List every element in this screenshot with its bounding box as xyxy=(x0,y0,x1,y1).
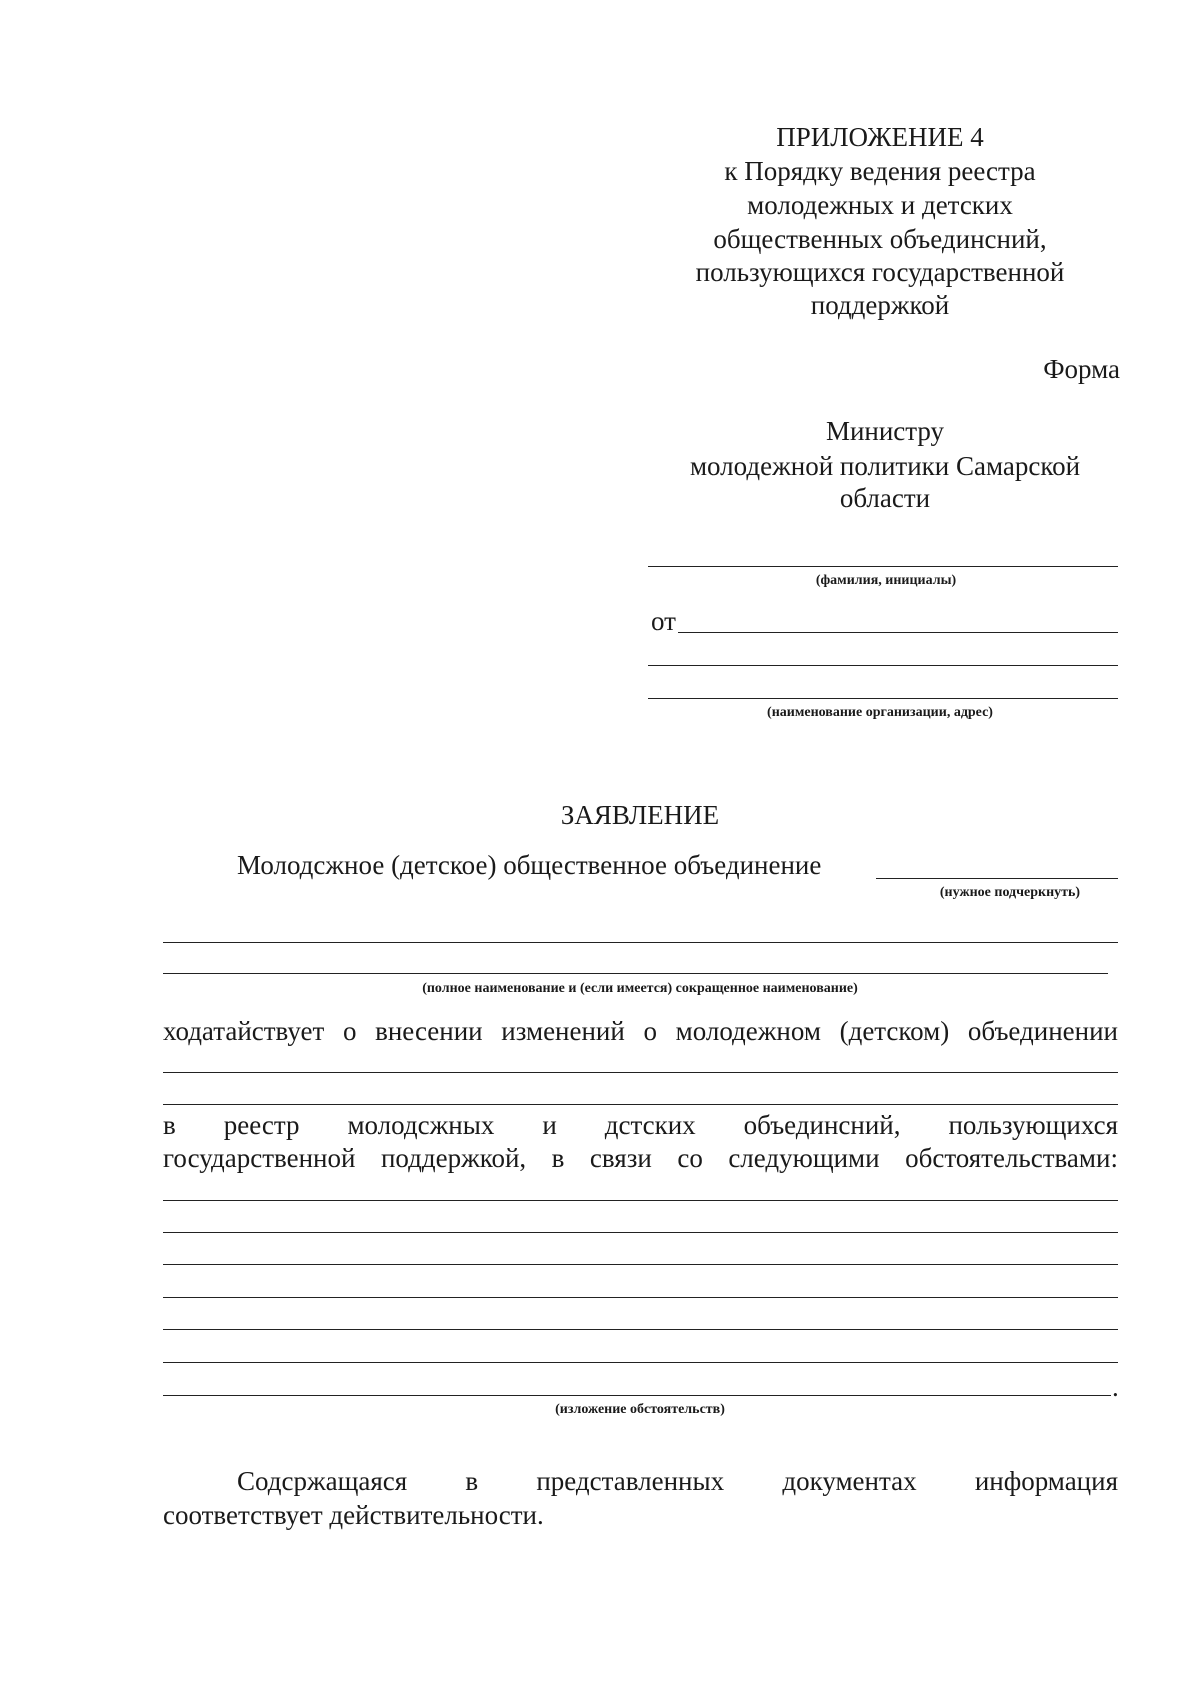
name-caption: (фамилия, инициалы) xyxy=(815,573,957,588)
association-fill-line[interactable] xyxy=(163,1072,1118,1073)
word: молодсжных xyxy=(347,1110,495,1140)
word: государственной xyxy=(163,1143,356,1173)
org-caption: (наименование организации, адрес) xyxy=(767,705,993,720)
word: изменений xyxy=(501,1016,625,1046)
appendix-subtitle-line: поддержкой xyxy=(810,290,950,320)
appendix-subtitle-line: к Порядку ведения реестра xyxy=(724,156,1036,186)
circumstances-fill-line[interactable] xyxy=(163,1362,1118,1363)
word: внесении xyxy=(375,1016,483,1046)
word: поддержкой, xyxy=(380,1143,527,1173)
word: молодежном xyxy=(675,1016,821,1046)
form-label: Форма xyxy=(1043,354,1120,384)
word: документах xyxy=(782,1466,917,1496)
org-name-caption: (полное наименование и (если имеется) сокращенное наименование) xyxy=(422,981,858,996)
word: обстоятельствами: xyxy=(905,1143,1118,1173)
appendix-subtitle-line: молодежных и детских xyxy=(747,190,1013,220)
association-fill-line[interactable] xyxy=(163,1104,1118,1105)
appendix-subtitle-line: пользующихся государственной xyxy=(695,257,1065,287)
addressee-line: молодежной политики Самарской xyxy=(689,451,1081,481)
word: следующими xyxy=(728,1143,880,1173)
org-fill-line[interactable] xyxy=(648,665,1118,666)
circumstances-fill-line[interactable] xyxy=(163,1232,1118,1233)
circumstances-caption: (изложение обстоятельств) xyxy=(555,1402,725,1417)
word: в xyxy=(163,1110,176,1140)
word: в xyxy=(465,1466,479,1496)
word: (детском) xyxy=(839,1016,950,1046)
word: ходатайствует xyxy=(163,1016,325,1046)
closing-line-2: соответствует действительности. xyxy=(163,1500,544,1530)
word: информация xyxy=(974,1466,1118,1496)
circumstances-fill-line[interactable] xyxy=(163,1200,1118,1201)
from-label: от xyxy=(651,606,676,636)
statement-intro: Молодсжное (детское) общественное объединение xyxy=(237,850,822,880)
appendix-subtitle-line: общественных объединсний, xyxy=(713,224,1047,254)
circumstances-fill-line[interactable] xyxy=(163,1395,1111,1396)
circumstances-fill-line[interactable] xyxy=(163,1329,1118,1330)
name-fill-line[interactable] xyxy=(648,566,1118,567)
word: объединсний, xyxy=(743,1110,901,1140)
underline-caption: (нужное подчеркнуть) xyxy=(939,885,1081,900)
circumstances-fill-line[interactable] xyxy=(163,1264,1118,1265)
registry-line-2 xyxy=(163,1145,1118,1172)
end-period: . xyxy=(1112,1372,1119,1402)
word: о xyxy=(342,1016,357,1046)
word: связи xyxy=(589,1143,652,1173)
word: дстских xyxy=(604,1110,696,1140)
from-fill-line[interactable] xyxy=(678,632,1118,633)
word: пользующихся xyxy=(948,1110,1118,1140)
closing-line xyxy=(237,1468,1118,1495)
word: со xyxy=(677,1143,703,1173)
org-fill-line[interactable] xyxy=(648,698,1118,699)
addressee-line: Министру xyxy=(825,416,945,446)
word: в xyxy=(551,1143,565,1173)
word: реестр xyxy=(223,1110,300,1140)
petition-line xyxy=(163,1018,1118,1045)
circumstances-fill-line[interactable] xyxy=(163,1297,1118,1298)
word: представленных xyxy=(536,1466,725,1496)
type-fill-line[interactable] xyxy=(876,878,1118,879)
word: Содсржащаяся xyxy=(237,1466,408,1496)
org-name-fill-line[interactable] xyxy=(163,942,1118,943)
statement-title: ЗАЯВЛЕНИЕ xyxy=(560,800,720,830)
word: и xyxy=(542,1110,557,1140)
word: о xyxy=(643,1016,657,1046)
word: объединении xyxy=(967,1016,1118,1046)
appendix-title: ПРИЛОЖЕНИЕ 4 xyxy=(776,122,984,152)
org-name-fill-line[interactable] xyxy=(163,973,1108,974)
addressee-line: области xyxy=(839,483,931,513)
registry-line xyxy=(163,1112,1118,1139)
